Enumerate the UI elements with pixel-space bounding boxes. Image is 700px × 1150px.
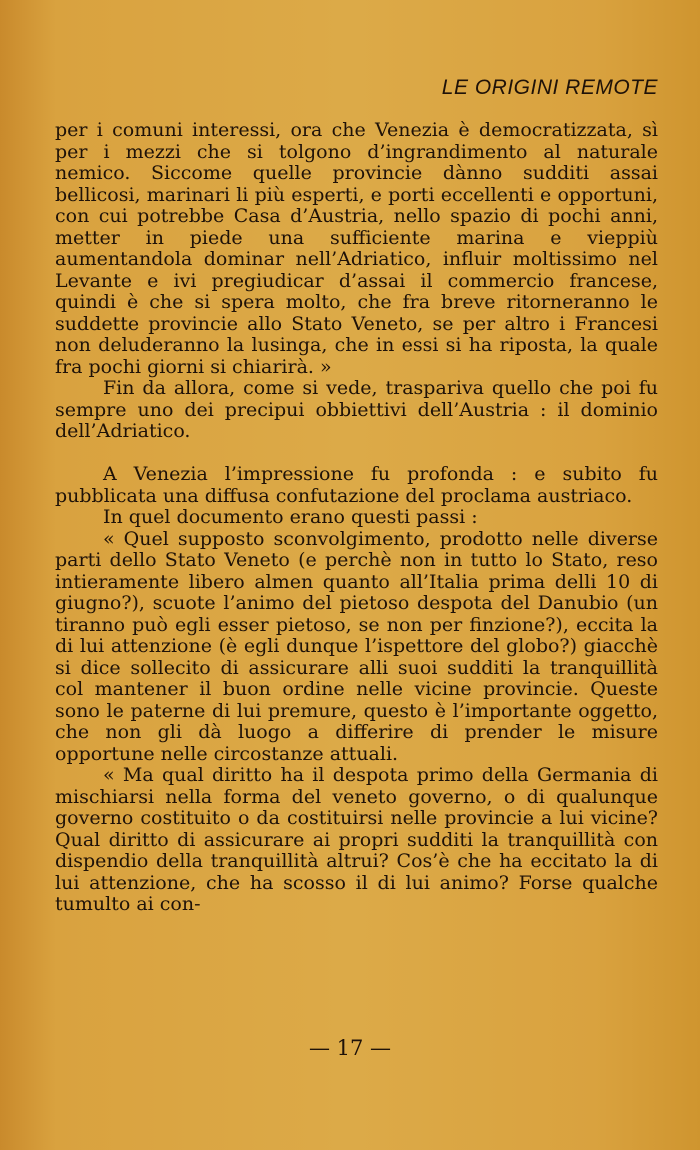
paragraph: per i comuni interessi, ora che Venezia è democratizzata, sì per i mezzi che si tolgono d’ingrandimento al naturale nemico. Siccome quelle provincie dànno sudditi assai bellicosi, marinari li più esperti, e porti eccellenti e opportuni, con cui potrebbe Casa d’Austria, nello spazio di pochi anni, metter in piede una sufficiente marina e vieppiù aumentandola dominar nell’Adriatico, influir moltissimo nel Levante e ivi pregiudicar d’assai il commercio francese, quindi è che si spera molto, che fra breve ritorneranno le suddette provincie allo Stato Veneto, se per altro i Francesi non deluderanno la lusinga, che in essi si ha riposta, la quale fra pochi giorni si chiarirà. »: [55, 119, 658, 378]
quoted-paragraph: « Ma qual diritto ha il despota primo della Germania di mischiarsi nella forma del veneto governo, o di qualunque governo costituito o da costituirsi nelle provincie a lui vicine? Qual diritto di assicurare ai propri sudditi la tranquillità con dispendio della tranquillità altrui? Cos’è che ha eccitato la di lui attenzione, che ha scosso il di lui animo? Forse qualche tumulto ai con-: [55, 764, 658, 915]
paragraph: A Venezia l’impressione fu profonda : e subito fu pubblicata una diffusa confutazione del proclama austriaco.: [55, 463, 658, 507]
paragraph: Fin da allora, come si vede, traspariva quello che poi fu sempre uno dei precipui obbiettivi dell’Austria : il dominio dell’Adriatico.: [55, 377, 658, 442]
running-head: LE ORIGINI REMOTE: [441, 76, 658, 99]
body-text: [55, 120, 658, 916]
quoted-paragraph: « Quel supposto sconvolgimento, prodotto nelle diverse parti dello Stato Veneto (e perchè non in tutto lo Stato, reso intieramente libero almen quanto all’Italia prima delli 10 di giugno?), scuote l’animo del pietoso despota del Danubio (un tiranno può egli esser pietoso, se non per finzione?), eccita la di lui attenzione (è egli dunque l’ispettore del globo?) giacchè si dice sollecito di assicurare alli suoi sudditi la tranquillità col mantener il buon ordine nelle vicine provincie. Queste sono le paterne di lui premure, questo è l’importante oggetto, che non gli dà luogo a differire di prender le misure opportune nelle circostanze attuali.: [55, 527, 658, 765]
paragraph: In quel documento erano questi passi :: [103, 506, 478, 528]
page-number: — 17 —: [308, 1036, 392, 1060]
